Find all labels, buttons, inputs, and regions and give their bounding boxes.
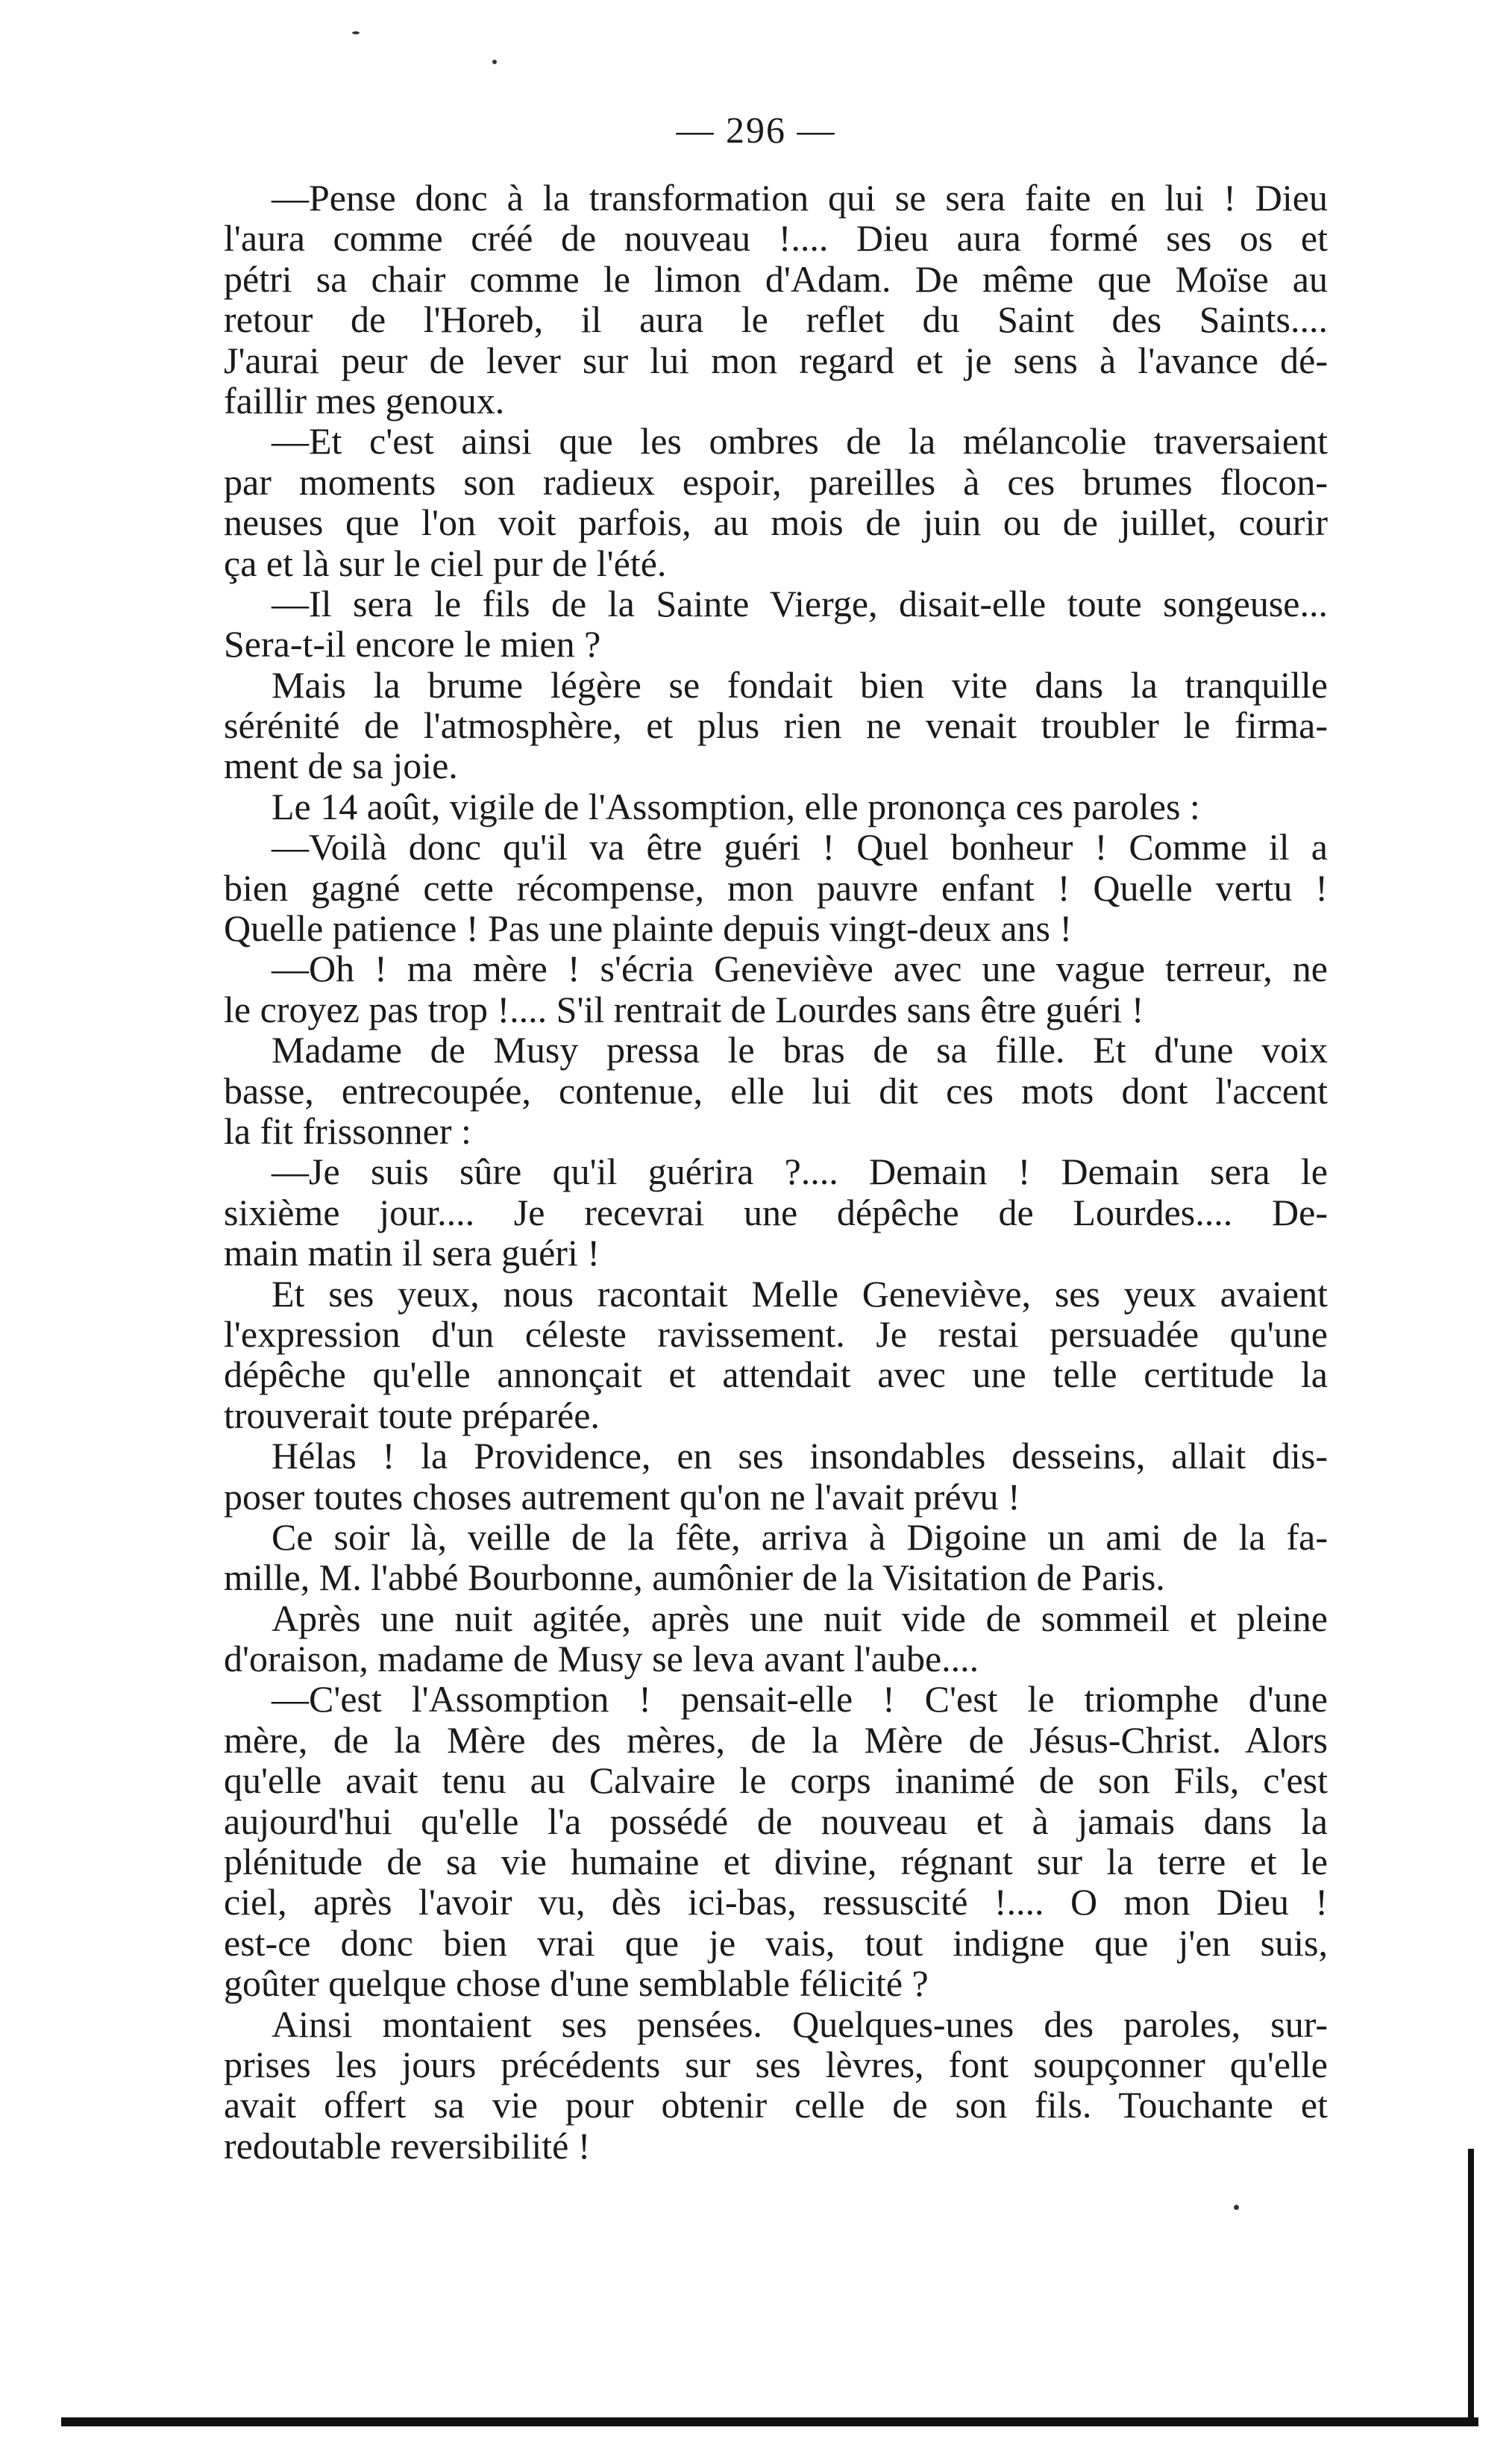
- paragraph: [224, 948, 1328, 1030]
- text-line: Ainsi montaient ses pensées. Quelques-unes des paroles, sur-: [272, 2003, 1328, 2045]
- text-line: redoutable reversibilité !: [224, 2124, 591, 2167]
- scan-speck: [492, 60, 497, 64]
- text-line: main matin il sera guéri !: [224, 1232, 600, 1274]
- text-line: Ce soir là, veille de la fête, arriva à Digoine un ami de la fa-: [272, 1515, 1328, 1558]
- text-line: ciel, après l'avoir vu, dès ici-bas, ressuscité !.... O mon Dieu !: [224, 1881, 1328, 1923]
- paragraph: [224, 1598, 1328, 1679]
- text-line: l'aura comme créé de nouveau !.... Dieu aura formé ses os et: [224, 217, 1328, 260]
- paragraph: [224, 2004, 1328, 2167]
- text-line: avait offert sa vie pour obtenir celle de son fils. Touchante et: [224, 2084, 1328, 2126]
- text-line: goûter quelque chose d'une semblable félicité ?: [224, 1962, 929, 2005]
- text-line: le croyez pas trop !.... S'il rentrait de Lourdes sans être guéri !: [224, 988, 1144, 1030]
- text-line: ment de sa joie.: [224, 745, 458, 787]
- text-line: retour de l'Horeb, il aura le reflet du Saint des Saints....: [224, 298, 1328, 341]
- text-line: —Je suis sûre qu'il guérira ?.... Demain ! Demain sera le: [272, 1151, 1328, 1193]
- text-line: bien gagné cette récompense, mon pauvre enfant ! Quelle vertu !: [224, 866, 1328, 909]
- text-line: par moments son radieux espoir, pareilles à ces brumes flocon-: [224, 460, 1328, 503]
- text-line: trouverait toute préparée.: [224, 1394, 600, 1436]
- text-line: qu'elle avait tenu au Calvaire le corps inanimé de son Fils, c'est: [224, 1759, 1328, 1802]
- scan-speck: [352, 31, 360, 34]
- text-line: —Et c'est ainsi que les ombres de la mélancolie traversaient: [272, 420, 1328, 463]
- scan-edge-vertical-bar: [1468, 2149, 1474, 2426]
- text-line: Et ses yeux, nous racontait Melle Geneviève, ses yeux avaient: [272, 1272, 1328, 1315]
- paragraph: [224, 1151, 1328, 1273]
- text-line: —Voilà donc qu'il va être guéri ! Quel bonheur ! Comme il a: [272, 826, 1328, 868]
- text-line: l'expression d'un céleste ravissement. Je restai persuadée qu'une: [224, 1312, 1328, 1355]
- text-line: neuses que l'on voit parfois, au mois de juin ou de juillet, courir: [224, 501, 1328, 544]
- text-line: Après une nuit agitée, après une nuit vide de sommeil et pleine: [272, 1597, 1328, 1639]
- text-line: Mais la brume légère se fondait bien vite dans la tranquille: [272, 663, 1328, 706]
- text-line: mille, M. l'abbé Bourbonne, aumônier de la Visitation de Paris.: [224, 1556, 1165, 1599]
- paragraph: [224, 665, 1328, 786]
- paragraph: [224, 1436, 1328, 1517]
- text-line: la fit frissonner :: [224, 1109, 471, 1152]
- paragraph: [224, 1679, 1328, 2003]
- text-line: poser toutes choses autrement qu'on ne l'avait prévu !: [224, 1475, 1020, 1518]
- text-line: faillir mes genoux.: [224, 379, 505, 422]
- text-line: pétri sa chair comme le limon d'Adam. De même que Moïse au: [224, 257, 1328, 300]
- text-line: —Oh ! ma mère ! s'écria Geneviève avec une vague terreur, ne: [272, 948, 1328, 990]
- text-line: est-ce donc bien vrai que je vais, tout indigne que j'en suis,: [224, 1921, 1328, 1964]
- text-line: Quelle patience ! Pas une plainte depuis vingt-deux ans !: [224, 907, 1073, 950]
- page-number: — 296 —: [676, 109, 836, 151]
- scan-speck: [1234, 2205, 1239, 2210]
- text-line: J'aurai peur de lever sur lui mon regard et je sens à l'avance dé-: [224, 339, 1328, 381]
- text-line: —Il sera le fils de la Sainte Vierge, disait-elle toute songeuse...: [272, 582, 1328, 624]
- paragraph: [224, 1274, 1328, 1436]
- text-line: mère, de la Mère des mères, de la Mère de Jésus-Christ. Alors: [224, 1718, 1328, 1761]
- paragraph: [224, 421, 1328, 583]
- paragraph: [224, 1030, 1328, 1151]
- paragraph: [224, 827, 1328, 948]
- text-line: aujourd'hui qu'elle l'a possédé de nouveau et à jamais dans la: [224, 1800, 1328, 1842]
- paragraph: [224, 1517, 1328, 1598]
- text-line: d'oraison, madame de Musy se leva avant l'aube....: [224, 1638, 979, 1680]
- text-line: Hélas ! la Providence, en ses insondables desseins, allait dis-: [272, 1435, 1328, 1477]
- text-line: ça et là sur le ciel pur de l'été.: [224, 542, 667, 584]
- scan-edge-horizontal-bar: [61, 2417, 1478, 2426]
- body-text: [224, 178, 1328, 2166]
- text-line: prises les jours précédents sur ses lèvres, font soupçonner qu'elle: [224, 2043, 1328, 2085]
- paragraph: [224, 178, 1328, 421]
- text-line: Madame de Musy pressa le bras de sa fille. Et d'une voix: [272, 1029, 1328, 1071]
- text-line: dépêche qu'elle annonçait et attendait avec une telle certitude la: [224, 1353, 1328, 1396]
- text-line: plénitude de sa vie humaine et divine, régnant sur la terre et le: [224, 1841, 1328, 1883]
- text-line: —C'est l'Assomption ! pensait-elle ! C'est le triomphe d'une: [272, 1678, 1328, 1721]
- paragraph: [224, 786, 1328, 827]
- text-line: basse, entrecoupée, contenue, elle lui dit ces mots dont l'accent: [224, 1069, 1328, 1112]
- text-line: sérénité de l'atmosphère, et plus rien ne venait troubler le firma-: [224, 704, 1328, 747]
- text-line: Sera-t-il encore le mien ?: [224, 623, 601, 666]
- text-line: Le 14 août, vigile de l'Assomption, elle prononça ces paroles :: [272, 785, 1200, 827]
- paragraph: [224, 583, 1328, 665]
- text-line: —Pense donc à la transformation qui se sera faite en lui ! Dieu: [272, 177, 1328, 219]
- text-line: sixième jour.... Je recevrai une dépêche de Lourdes.... De-: [224, 1191, 1328, 1233]
